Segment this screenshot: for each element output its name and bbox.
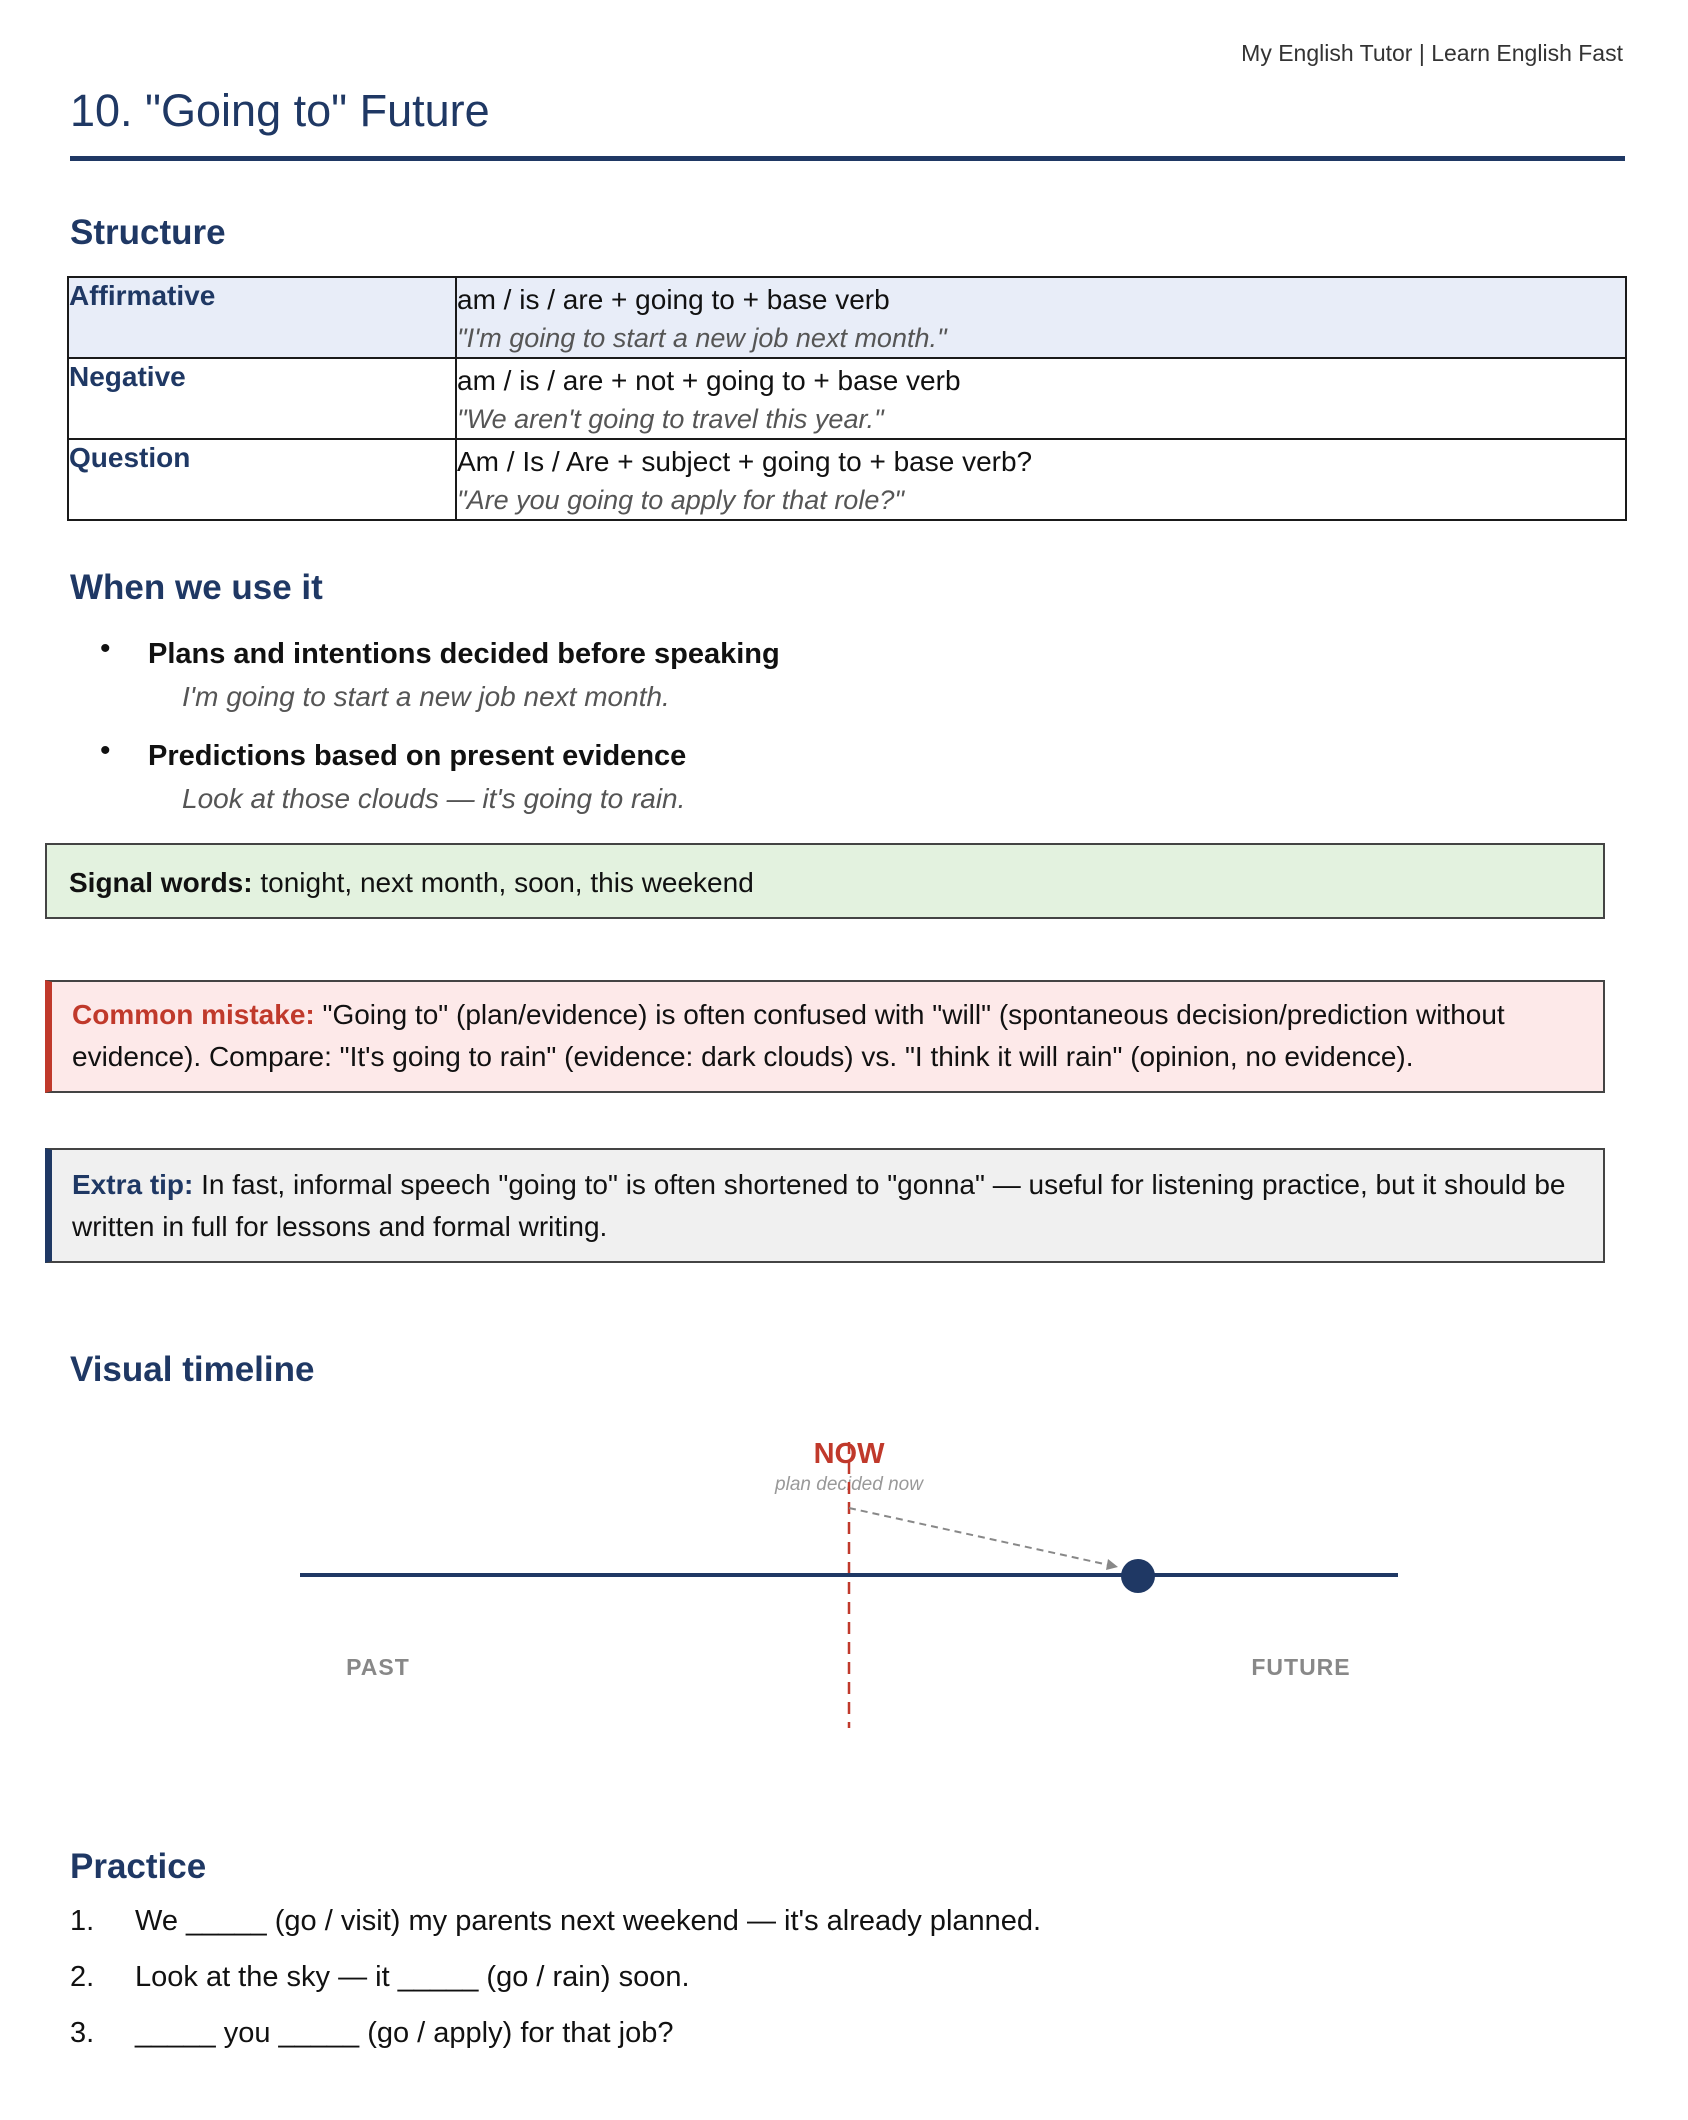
usage-example: Look at those clouds — it's going to rain. [182, 783, 686, 814]
arrow-head-icon [1106, 1559, 1118, 1570]
extra-tip-text: In fast, informal speech "going to" is often shortened to "gonna" — useful for listening practice, but it should be written in full for lessons and formal writing. [72, 1169, 1566, 1242]
plan-arrow [849, 1508, 1118, 1567]
structure-formula: am / is / are + going to + base verb [457, 284, 890, 315]
practice-item [70, 2008, 1470, 2064]
structure-example: "We aren't going to travel this year." [457, 404, 884, 434]
practice-number: 2. [70, 1961, 95, 1993]
signal-words-text: tonight, next month, soon, this weekend [260, 867, 754, 898]
timeline-diagram [0, 1420, 1688, 1740]
common-mistake-label: Common mistake: [72, 999, 315, 1030]
extra-tip-label: Extra tip: [72, 1169, 194, 1200]
structure-row-affirmative [68, 277, 1626, 358]
extra-tip-box [45, 1148, 1605, 1263]
usage-item [100, 734, 1500, 820]
usage-title: Predictions based on present evidence [148, 740, 687, 772]
past-label: PAST [346, 1654, 410, 1680]
signal-words-box [45, 843, 1605, 919]
now-label: NOW [813, 1438, 885, 1470]
practice-heading: Practice [70, 1847, 207, 1886]
practice-text: Look at the sky — it _____ (go / rain) soon. [135, 1961, 690, 1993]
title-divider [70, 156, 1625, 161]
structure-example: "I'm going to start a new job next month." [457, 323, 947, 353]
bullet-icon: • [100, 734, 111, 767]
practice-text: _____ you _____ (go / apply) for that job? [135, 2017, 674, 2049]
structure-row-question [68, 439, 1626, 520]
page-header-brand: My English Tutor | Learn English Fast [1241, 40, 1623, 66]
structure-row-negative [68, 358, 1626, 439]
structure-content [456, 358, 1626, 439]
future-label: FUTURE [1251, 1654, 1351, 1680]
structure-content [456, 277, 1626, 358]
plan-note: plan decided now [775, 1474, 923, 1495]
page-title: 10. "Going to" Future [70, 85, 490, 136]
usage-item [100, 632, 1500, 718]
structure-label: Affirmative [68, 277, 456, 358]
structure-formula: Am / Is / Are + subject + going to + base verb? [457, 446, 1033, 477]
practice-number: 3. [70, 2017, 95, 2049]
structure-heading: Structure [70, 213, 226, 252]
structure-label: Negative [68, 358, 456, 439]
timeline-heading: Visual timeline [70, 1350, 315, 1389]
usage-example: I'm going to start a new job next month. [182, 681, 670, 712]
structure-label: Question [68, 439, 456, 520]
practice-item [70, 1952, 1470, 2008]
signal-words-label: Signal words: [69, 867, 253, 898]
future-event-dot [1121, 1559, 1155, 1593]
usage-list [100, 632, 1500, 836]
structure-table [67, 276, 1627, 521]
structure-example: "Are you going to apply for that role?" [457, 485, 904, 515]
usage-title: Plans and intentions decided before speaking [148, 638, 780, 670]
practice-number: 1. [70, 1905, 95, 1937]
practice-list [70, 1896, 1470, 2064]
practice-text: We _____ (go / visit) my parents next weekend — it's already planned. [135, 1905, 1042, 1937]
practice-item [70, 1896, 1470, 1952]
bullet-icon: • [100, 632, 111, 665]
common-mistake-text: "Going to" (plan/evidence) is often confused with "will" (spontaneous decision/prediction without evidence). Compare: "It's going to rain" (evidence: dark clouds) vs. "I think it will rain" (opinion, no evidence). [72, 999, 1505, 1072]
structure-content [456, 439, 1626, 520]
usage-heading: When we use it [70, 568, 323, 607]
structure-formula: am / is / are + not + going to + base verb [457, 365, 961, 396]
common-mistake-box [45, 980, 1605, 1093]
